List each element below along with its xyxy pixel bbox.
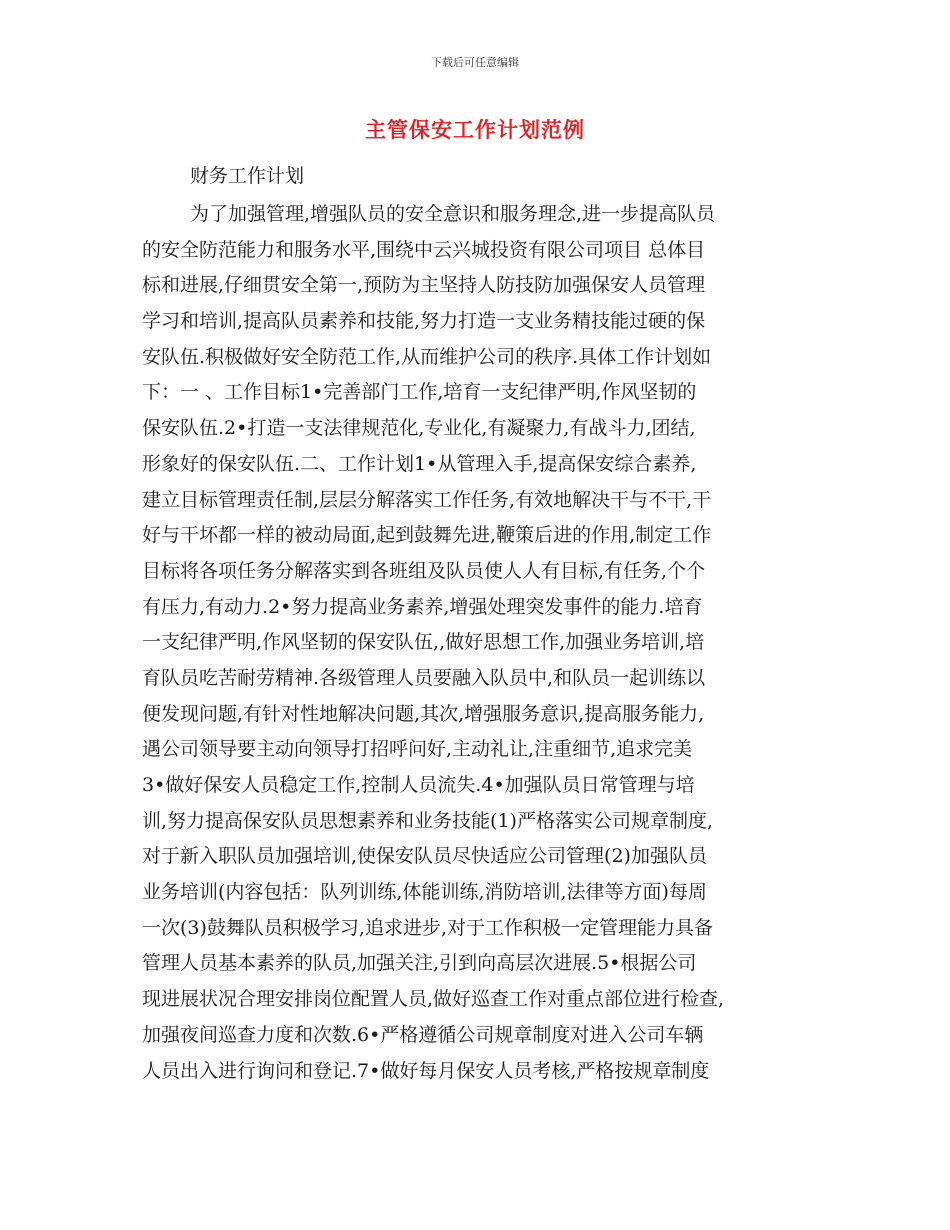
body-line: 学习和培训,提高队员素养和技能,努力打造一支业务精技能过硬的保 [142, 310, 706, 333]
body-line: 管理人员基本素养的队员,加强关注,引到向高层次进展.5•根据公司 [142, 952, 697, 975]
body-line: 对于新入职队员加强培训,使保安队员尽快适应公司管理(2)加强队员 [142, 845, 707, 868]
body-line: 3•做好保安人员稳定工作,控制人员流失.4•加强队员日常管理与培 [142, 774, 695, 796]
body-line: 训,努力提高保安队员思想素养和业务技能(1)严格落实公司规章制度, [142, 809, 713, 832]
body-line: 遇公司领导要主动向领导打招呼问好,主动礼让,注重细节,追求完美 [142, 738, 693, 761]
body-line: 为了加强管理,增强队员的安全意识和服务理念,进一步提高队员 [190, 203, 716, 225]
document-subtitle: 财务工作计划 [190, 165, 305, 187]
body-line: 的安全防范能力和服务水平,围绕中云兴城投资有限公司项目 总体目 [142, 238, 706, 261]
body-line: 便发现问题,有针对性地解决问题,其次,增强服务意识,提高服务能力, [142, 702, 705, 725]
body-line: 好与干坏都一样的被动局面,起到鼓舞先进,鞭策后进的作用,制定工作 [142, 524, 712, 547]
body-line: 一次(3)鼓舞队员积极学习,追求进步,对于工作积极一定管理能力具备 [142, 916, 713, 939]
document-title: 主管保安工作计划范例 [365, 118, 585, 142]
body-line: 安队伍.积极做好安全防范工作,从而维护公司的秩序.具体工作计划如 [142, 345, 712, 368]
body-line: 下：一 、工作目标1•完善部门工作,培育一支纪律严明,作风坚韧的 [142, 381, 697, 404]
body-line: 人员出入进行询问和登记.7•做好每月保安人员考核,严格按规章制度 [142, 1059, 710, 1082]
header-note: 下载后可任意编辑 [431, 56, 519, 69]
body-line: 现进展状况合理安排岗位配置人员,做好巡查工作对重点部位进行检查, [142, 988, 725, 1011]
body-line: 目标将各项任务分解落实到各班组及队员使人人有目标,有任务,个个 [142, 559, 706, 582]
body-line: 标和进展,仔细贯安全第一,预防为主坚持人防技防加强保安人员管理 [142, 274, 706, 297]
body-text [142, 197, 822, 1089]
body-line: 建立目标管理责任制,层层分解落实工作任务,有效地解决干与不干,干 [142, 488, 712, 511]
body-line: 有压力,有动力.2•努力提高业务素养,增强处理突发事件的能力.培育 [142, 595, 703, 618]
body-line: 形象好的保安队伍.二、工作计划1•从管理入手,提高保安综合素养, [142, 452, 697, 475]
body-line: 业务培训(内容包括：队列训练,体能训练,消防培训,法律等方面)每周 [142, 881, 707, 904]
body-line: 加强夜间巡查力度和次数.6•严格遵循公司规章制度对进入公司车辆 [142, 1023, 704, 1046]
body-line: 育队员吃苦耐劳精神.各级管理人员要融入队员中,和队员一起训练以 [142, 666, 706, 689]
body-line: 一支纪律严明,作风坚韧的保安队伍,,做好思想工作,加强业务培训,培 [142, 631, 705, 654]
body-line: 保安队伍.2•打造一支法律规范化,专业化,有凝聚力,有战斗力,团结, [142, 417, 696, 440]
